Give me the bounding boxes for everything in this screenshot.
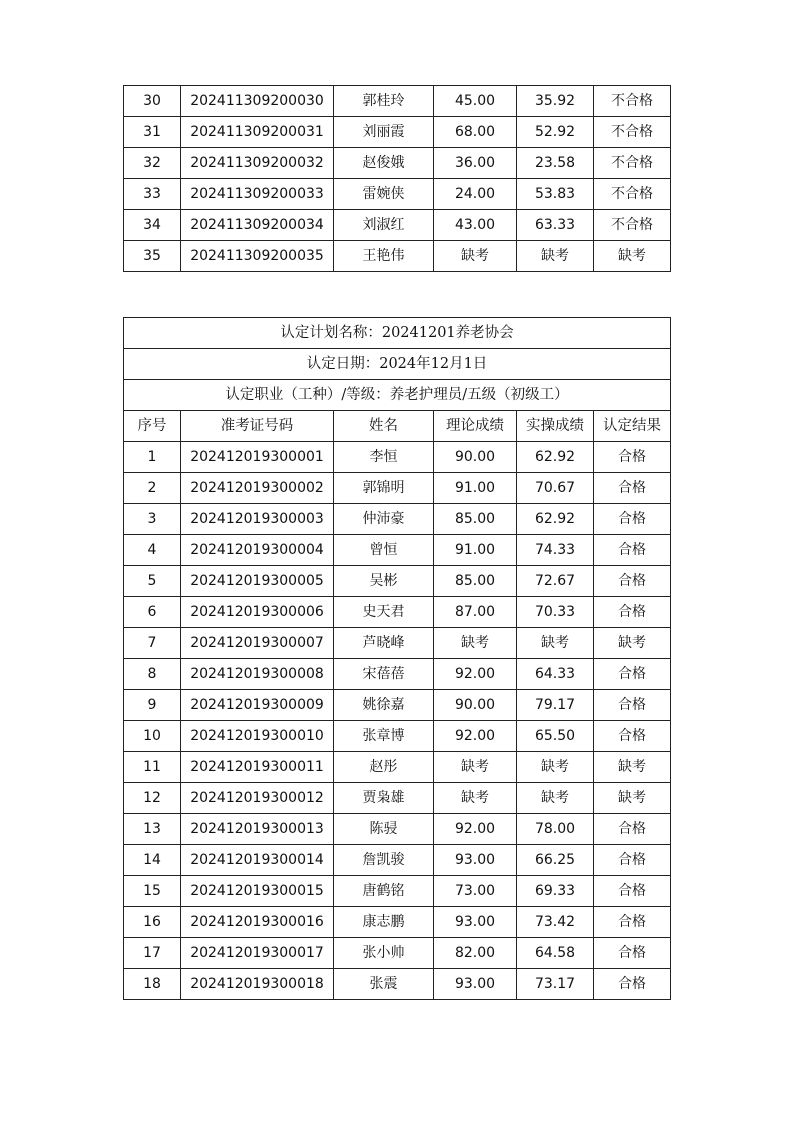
theory-score-cell: 87.00 bbox=[434, 597, 517, 628]
ticket-no-cell: 202412019300018 bbox=[181, 969, 334, 1000]
theory-score-cell: 85.00 bbox=[434, 566, 517, 597]
practical-score-cell: 62.92 bbox=[517, 504, 594, 535]
table-row bbox=[124, 814, 671, 845]
practical-score-cell: 69.33 bbox=[517, 876, 594, 907]
seq-cell: 30 bbox=[124, 86, 181, 117]
theory-score-cell: 92.00 bbox=[434, 721, 517, 752]
table-row bbox=[124, 241, 671, 272]
practical-score-cell: 65.50 bbox=[517, 721, 594, 752]
results-table-body bbox=[124, 442, 671, 1000]
occupation-level: 认定职业（工种）/等级：养老护理员/五级（初级工） bbox=[124, 380, 671, 411]
practical-score-cell: 64.33 bbox=[517, 659, 594, 690]
ticket-no-cell: 202412019300005 bbox=[181, 566, 334, 597]
seq-cell: 32 bbox=[124, 148, 181, 179]
ticket-no-cell: 202412019300016 bbox=[181, 907, 334, 938]
theory-score-cell: 90.00 bbox=[434, 442, 517, 473]
header-practical-score: 实操成绩 bbox=[517, 411, 594, 442]
ticket-no-cell: 202412019300006 bbox=[181, 597, 334, 628]
practical-score-cell: 63.33 bbox=[517, 210, 594, 241]
practical-score-cell: 缺考 bbox=[517, 628, 594, 659]
theory-score-cell: 36.00 bbox=[434, 148, 517, 179]
result-cell: 合格 bbox=[594, 504, 671, 535]
result-cell: 合格 bbox=[594, 597, 671, 628]
table-row bbox=[124, 535, 671, 566]
ticket-no-cell: 202411309200035 bbox=[181, 241, 334, 272]
practical-score-cell: 35.92 bbox=[517, 86, 594, 117]
ticket-no-cell: 202412019300017 bbox=[181, 938, 334, 969]
theory-score-cell: 缺考 bbox=[434, 628, 517, 659]
ticket-no-cell: 202412019300003 bbox=[181, 504, 334, 535]
practical-score-cell: 23.58 bbox=[517, 148, 594, 179]
theory-score-cell: 缺考 bbox=[434, 783, 517, 814]
ticket-no-cell: 202411309200030 bbox=[181, 86, 334, 117]
name-cell: 詹凯骏 bbox=[334, 845, 434, 876]
name-cell: 刘淑红 bbox=[334, 210, 434, 241]
theory-score-cell: 45.00 bbox=[434, 86, 517, 117]
theory-score-cell: 24.00 bbox=[434, 179, 517, 210]
practical-score-cell: 53.83 bbox=[517, 179, 594, 210]
name-cell: 王艳伟 bbox=[334, 241, 434, 272]
table-row bbox=[124, 504, 671, 535]
plan-name: 认定计划名称：20241201养老协会 bbox=[124, 318, 671, 349]
result-cell: 合格 bbox=[594, 845, 671, 876]
seq-cell: 14 bbox=[124, 845, 181, 876]
ticket-no-cell: 202412019300009 bbox=[181, 690, 334, 721]
result-cell: 合格 bbox=[594, 721, 671, 752]
ticket-no-cell: 202411309200034 bbox=[181, 210, 334, 241]
name-cell: 张章博 bbox=[334, 721, 434, 752]
result-cell: 合格 bbox=[594, 876, 671, 907]
table-row bbox=[124, 690, 671, 721]
theory-score-cell: 93.00 bbox=[434, 969, 517, 1000]
theory-score-cell: 90.00 bbox=[434, 690, 517, 721]
name-cell: 刘丽霞 bbox=[334, 117, 434, 148]
table-row bbox=[124, 210, 671, 241]
ticket-no-cell: 202412019300002 bbox=[181, 473, 334, 504]
name-cell: 张小帅 bbox=[334, 938, 434, 969]
theory-score-cell: 68.00 bbox=[434, 117, 517, 148]
theory-score-cell: 92.00 bbox=[434, 814, 517, 845]
seq-cell: 18 bbox=[124, 969, 181, 1000]
name-cell: 郭锦明 bbox=[334, 473, 434, 504]
result-cell: 不合格 bbox=[594, 117, 671, 148]
ticket-no-cell: 202412019300012 bbox=[181, 783, 334, 814]
name-cell: 郭桂玲 bbox=[334, 86, 434, 117]
header-name: 姓名 bbox=[334, 411, 434, 442]
table-row bbox=[124, 721, 671, 752]
seq-cell: 11 bbox=[124, 752, 181, 783]
practical-score-cell: 52.92 bbox=[517, 117, 594, 148]
result-cell: 缺考 bbox=[594, 752, 671, 783]
result-cell: 不合格 bbox=[594, 210, 671, 241]
theory-score-cell: 43.00 bbox=[434, 210, 517, 241]
seq-cell: 2 bbox=[124, 473, 181, 504]
name-cell: 曾恒 bbox=[334, 535, 434, 566]
practical-score-cell: 72.67 bbox=[517, 566, 594, 597]
practical-score-cell: 64.58 bbox=[517, 938, 594, 969]
seq-cell: 33 bbox=[124, 179, 181, 210]
result-cell: 合格 bbox=[594, 969, 671, 1000]
name-cell: 吴彬 bbox=[334, 566, 434, 597]
table-row bbox=[124, 876, 671, 907]
name-cell: 张震 bbox=[334, 969, 434, 1000]
table-row bbox=[124, 845, 671, 876]
name-cell: 宋蓓蓓 bbox=[334, 659, 434, 690]
seq-cell: 12 bbox=[124, 783, 181, 814]
exam-date: 认定日期：2024年12月1日 bbox=[124, 349, 671, 380]
results-table-continued bbox=[123, 85, 671, 272]
theory-score-cell: 缺考 bbox=[434, 241, 517, 272]
table-row bbox=[124, 938, 671, 969]
name-cell: 唐鹤铭 bbox=[334, 876, 434, 907]
header-seq: 序号 bbox=[124, 411, 181, 442]
ticket-no-cell: 202412019300004 bbox=[181, 535, 334, 566]
header-theory-score: 理论成绩 bbox=[434, 411, 517, 442]
seq-cell: 9 bbox=[124, 690, 181, 721]
seq-cell: 35 bbox=[124, 241, 181, 272]
table-row bbox=[124, 179, 671, 210]
seq-cell: 6 bbox=[124, 597, 181, 628]
table-row bbox=[124, 597, 671, 628]
seq-cell: 31 bbox=[124, 117, 181, 148]
name-cell: 李恒 bbox=[334, 442, 434, 473]
name-cell: 史天君 bbox=[334, 597, 434, 628]
theory-score-cell: 73.00 bbox=[434, 876, 517, 907]
ticket-no-cell: 202411309200031 bbox=[181, 117, 334, 148]
theory-score-cell: 82.00 bbox=[434, 938, 517, 969]
results-table-continued-body bbox=[124, 86, 671, 272]
practical-score-cell: 70.67 bbox=[517, 473, 594, 504]
seq-cell: 16 bbox=[124, 907, 181, 938]
ticket-no-cell: 202412019300010 bbox=[181, 721, 334, 752]
practical-score-cell: 缺考 bbox=[517, 241, 594, 272]
result-cell: 不合格 bbox=[594, 179, 671, 210]
result-cell: 不合格 bbox=[594, 86, 671, 117]
practical-score-cell: 78.00 bbox=[517, 814, 594, 845]
practical-score-cell: 62.92 bbox=[517, 442, 594, 473]
result-cell: 合格 bbox=[594, 442, 671, 473]
practical-score-cell: 73.42 bbox=[517, 907, 594, 938]
theory-score-cell: 93.00 bbox=[434, 845, 517, 876]
name-cell: 赵彤 bbox=[334, 752, 434, 783]
name-cell: 姚徐嘉 bbox=[334, 690, 434, 721]
ticket-no-cell: 202412019300013 bbox=[181, 814, 334, 845]
practical-score-cell: 缺考 bbox=[517, 783, 594, 814]
table-row bbox=[124, 659, 671, 690]
result-cell: 合格 bbox=[594, 659, 671, 690]
ticket-no-cell: 202412019300014 bbox=[181, 845, 334, 876]
seq-cell: 7 bbox=[124, 628, 181, 659]
seq-cell: 13 bbox=[124, 814, 181, 845]
practical-score-cell: 79.17 bbox=[517, 690, 594, 721]
seq-cell: 15 bbox=[124, 876, 181, 907]
table-row bbox=[124, 473, 671, 504]
table-header-row bbox=[124, 411, 671, 442]
result-cell: 合格 bbox=[594, 473, 671, 504]
seq-cell: 34 bbox=[124, 210, 181, 241]
result-cell: 合格 bbox=[594, 690, 671, 721]
theory-score-cell: 85.00 bbox=[434, 504, 517, 535]
ticket-no-cell: 202411309200032 bbox=[181, 148, 334, 179]
result-cell: 缺考 bbox=[594, 241, 671, 272]
theory-score-cell: 91.00 bbox=[434, 535, 517, 566]
header-result: 认定结果 bbox=[594, 411, 671, 442]
result-cell: 合格 bbox=[594, 535, 671, 566]
result-cell: 不合格 bbox=[594, 148, 671, 179]
header-ticket-no: 准考证号码 bbox=[181, 411, 334, 442]
name-cell: 赵俊娥 bbox=[334, 148, 434, 179]
theory-score-cell: 缺考 bbox=[434, 752, 517, 783]
table-row bbox=[124, 752, 671, 783]
name-cell: 雷婉侠 bbox=[334, 179, 434, 210]
seq-cell: 17 bbox=[124, 938, 181, 969]
practical-score-cell: 66.25 bbox=[517, 845, 594, 876]
table-row bbox=[124, 969, 671, 1000]
seq-cell: 5 bbox=[124, 566, 181, 597]
ticket-no-cell: 202411309200033 bbox=[181, 179, 334, 210]
result-cell: 合格 bbox=[594, 814, 671, 845]
result-cell: 缺考 bbox=[594, 628, 671, 659]
seq-cell: 4 bbox=[124, 535, 181, 566]
ticket-no-cell: 202412019300007 bbox=[181, 628, 334, 659]
table-row bbox=[124, 86, 671, 117]
theory-score-cell: 93.00 bbox=[434, 907, 517, 938]
table-row bbox=[124, 117, 671, 148]
table-row bbox=[124, 783, 671, 814]
ticket-no-cell: 202412019300011 bbox=[181, 752, 334, 783]
ticket-no-cell: 202412019300001 bbox=[181, 442, 334, 473]
table-row bbox=[124, 566, 671, 597]
seq-cell: 1 bbox=[124, 442, 181, 473]
practical-score-cell: 70.33 bbox=[517, 597, 594, 628]
name-cell: 芦晓峰 bbox=[334, 628, 434, 659]
result-cell: 缺考 bbox=[594, 783, 671, 814]
practical-score-cell: 缺考 bbox=[517, 752, 594, 783]
theory-score-cell: 91.00 bbox=[434, 473, 517, 504]
results-table bbox=[123, 317, 671, 1000]
result-cell: 合格 bbox=[594, 566, 671, 597]
practical-score-cell: 73.17 bbox=[517, 969, 594, 1000]
seq-cell: 3 bbox=[124, 504, 181, 535]
table-row bbox=[124, 148, 671, 179]
table-row bbox=[124, 628, 671, 659]
result-cell: 合格 bbox=[594, 938, 671, 969]
seq-cell: 8 bbox=[124, 659, 181, 690]
name-cell: 陈骎 bbox=[334, 814, 434, 845]
ticket-no-cell: 202412019300008 bbox=[181, 659, 334, 690]
table-row bbox=[124, 907, 671, 938]
seq-cell: 10 bbox=[124, 721, 181, 752]
theory-score-cell: 92.00 bbox=[434, 659, 517, 690]
table-row bbox=[124, 442, 671, 473]
name-cell: 贾枭雄 bbox=[334, 783, 434, 814]
name-cell: 仲沛豪 bbox=[334, 504, 434, 535]
name-cell: 康志鹏 bbox=[334, 907, 434, 938]
ticket-no-cell: 202412019300015 bbox=[181, 876, 334, 907]
practical-score-cell: 74.33 bbox=[517, 535, 594, 566]
result-cell: 合格 bbox=[594, 907, 671, 938]
